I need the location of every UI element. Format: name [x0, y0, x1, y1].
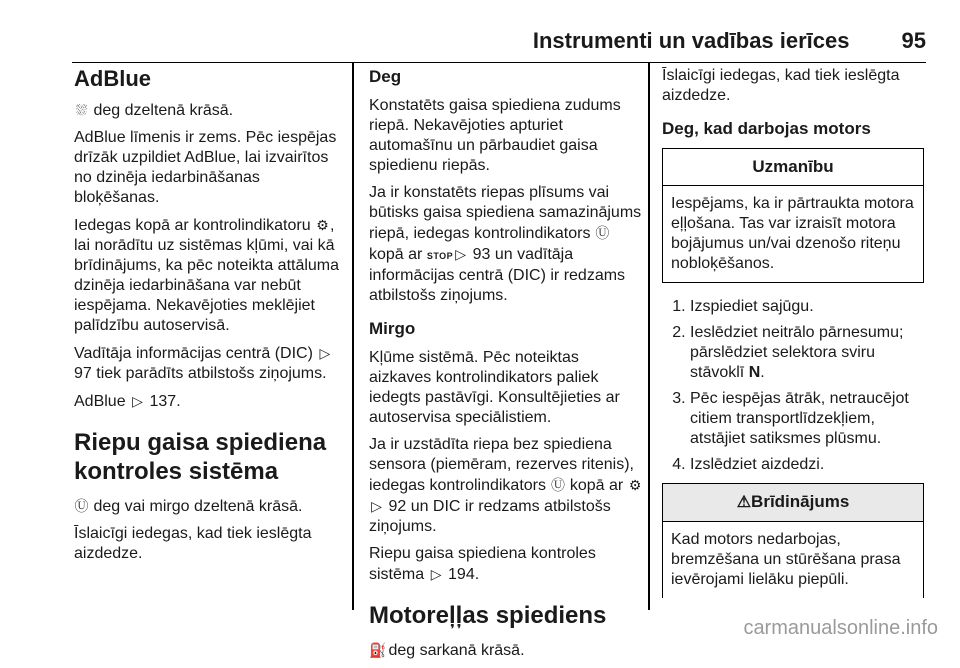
text: deg vai mirgo dzeltenā krāsā.: [89, 498, 303, 515]
text: kopā ar: [369, 246, 427, 263]
text: kopā ar: [565, 477, 628, 494]
engine-icon: ⚙: [316, 217, 329, 233]
text: 137.: [145, 393, 181, 410]
text: .: [760, 364, 765, 381]
text: Ieslēdziet neitrālo pārnesumu; pārslēdziet selektora sviru stāvoklī: [690, 324, 904, 381]
caution-box: [662, 148, 924, 283]
subheading-deg-motors: Deg, kad darbojas motors: [662, 119, 871, 138]
watermark: carmanualsonline.info: [743, 617, 938, 639]
warning-title: Brīdinājums: [751, 492, 850, 511]
column-divider: [648, 62, 650, 610]
column-3: [662, 66, 924, 598]
list-item: 1. Izspiediet sajūgu.: [690, 297, 924, 317]
section-title-oil-pressure: Motoreļļas spiediens: [369, 602, 607, 629]
header-title: Instrumenti un vadības ierīces: [532, 28, 850, 53]
page-number: 95: [901, 28, 926, 53]
list-item: 3. Pēc iespējas ātrāk, netraucējot citiem transportlīdzekļiem, atstājiet satiksmes plūsmu.: [690, 389, 924, 449]
warning-box: [662, 483, 924, 598]
text: Iedegas kopā ar kontrolindikatoru: [74, 217, 316, 234]
warning-triangle-icon: ⚠: [736, 494, 752, 511]
paragraph: Īslaicīgi iedegas, kad tiek ieslēgta aizdedze.: [662, 67, 900, 104]
section-title-tyre-pressure: Riepu gaisa spiediena kontroles sistēma: [74, 429, 327, 485]
paragraph: Konstatēts gaisa spiediena zudums riepā. Nekavējoties apturiet automašīnu un pārbaudiet gaisa spiedienu riepās.: [369, 97, 621, 174]
text: AdBlue: [74, 393, 131, 410]
tyre-pressure-icon: Ⓤ: [74, 498, 89, 514]
ref-arrow-icon: ▷: [430, 566, 442, 582]
section-title-adblue: AdBlue: [74, 66, 151, 91]
text: Ja ir uzstādīta riepa bez spiediena sensora (piemēram, rezerves ritenis), iedegas kontrolindikators: [369, 436, 634, 494]
text: 93 un vadītāja informācijas centrā (DIC) ir redzams atbilstošs ziņojums.: [369, 246, 626, 304]
list-item: 4. Izslēdziet aizdedzi.: [690, 455, 924, 475]
ref-arrow-icon: ▷: [132, 393, 143, 409]
column-divider: [352, 62, 354, 610]
oil-can-icon: ⛽: [369, 642, 387, 658]
warning-header: [663, 484, 923, 522]
warning-text: Kad motors nedarbojas, bremzēšana un stūrēšana prasa ievērojami lielāku piepūli.: [671, 531, 901, 588]
text: 92 un DIC ir redzams atbilstošs ziņojums.: [369, 498, 611, 535]
ref-arrow-icon: ▷: [371, 498, 382, 514]
text: Vadītāja informācijas centrā (DIC): [74, 345, 318, 362]
adblue-icon: ⛆: [75, 102, 88, 118]
text: 194.: [443, 566, 480, 583]
engine-icon: ⚙: [628, 477, 642, 493]
page-header: [72, 28, 926, 63]
paragraph: Kļūme sistēmā. Pēc noteiktas aizkaves kontrolindikators paliek iedegts pastāvīgi. Konsultējieties ar autoservisa speciālistiem.: [369, 349, 620, 426]
adblue-status-text: deg dzeltenā krāsā.: [89, 102, 234, 119]
text: Ja ir konstatēts riepas plīsums vai būtisks gaisa spiediena samazinājums riepā, iedegas kontrolindikators: [369, 184, 642, 242]
tyre-pressure-icon: Ⓤ: [595, 225, 610, 241]
paragraph: Īslaicīgi iedegas, kad tiek ieslēgta aizdedze.: [74, 525, 312, 562]
list-item: [690, 323, 924, 383]
subheading-mirgo: Mirgo: [369, 319, 416, 338]
text: deg sarkanā krāsā.: [384, 642, 525, 659]
caution-text: Iespējams, ka ir pārtraukta motora eļļošana. Tas var izraisīt motora bojājumus un/vai dzenošo riteņu nobloķēšanos.: [671, 195, 914, 272]
adblue-paragraph: AdBlue līmenis ir zems. Pēc iespējas drīzāk uzpildiet AdBlue, lai izvairītos no dzinēja iedarbināšanas bloķēšanas.: [74, 129, 337, 206]
text: Riepu gaisa spiediena kontroles sistēma: [369, 545, 596, 583]
caution-title: Uzmanību: [663, 149, 923, 186]
ref-arrow-icon: ▷: [455, 246, 467, 262]
steps-list: [662, 297, 924, 475]
column-2: [369, 66, 645, 668]
text: , lai norādītu uz sistēmas kļūmi, vai kā brīdinājums, ka pēc noteikta attāluma dzinēja iedarbināšana var nebūt iespējama. Nekavējoties meklējiet palīdzību autoservisā.: [74, 217, 340, 334]
column-1: [74, 66, 344, 571]
stop-icon: STOP: [426, 251, 454, 261]
subheading-deg: Deg: [369, 67, 402, 86]
text: 97 tiek parādīts atbilstošs ziņojums.: [74, 365, 327, 382]
tyre-pressure-icon: Ⓤ: [550, 477, 565, 493]
gear-n: N: [748, 364, 761, 381]
ref-arrow-icon: ▷: [319, 345, 331, 361]
